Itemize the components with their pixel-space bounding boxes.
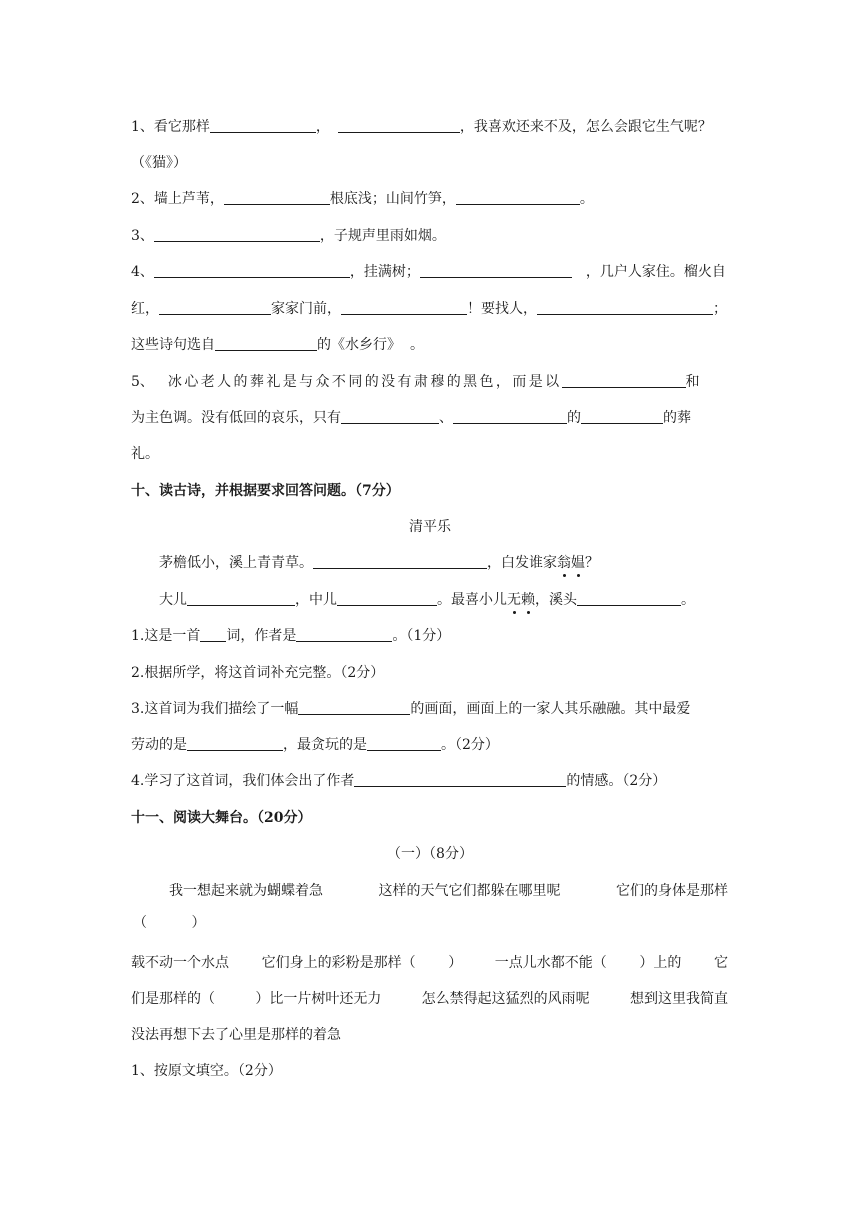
q9-4-text-e: ！要找人， xyxy=(467,301,537,317)
reading-passage-line-3 xyxy=(131,953,728,973)
answer-blank[interactable] xyxy=(354,772,566,787)
q9-2-text-b: 根底浅；山间竹笋， xyxy=(329,191,456,207)
answer-blank[interactable] xyxy=(341,409,439,424)
poem-line-2 xyxy=(159,590,695,610)
q10-3-line-1 xyxy=(131,699,690,719)
poem-text: 茅檐低小，溪上青青草。 xyxy=(159,555,313,571)
poem-text: 。最喜小儿 xyxy=(437,592,507,608)
q10-3-text-c: 劳动的是 xyxy=(131,737,187,753)
q9-4-line-1 xyxy=(131,262,726,282)
q9-1-text-b: ， xyxy=(315,119,330,135)
poem-text: ？ xyxy=(585,555,599,571)
q9-4-text-i: 。 xyxy=(410,337,424,353)
answer-blank[interactable] xyxy=(341,300,467,315)
passage-text: ）上的 xyxy=(639,955,682,971)
passage-text: 载不动一个水点 xyxy=(131,955,229,971)
passage-text: 这样的天气它们都躲在哪里呢 xyxy=(378,883,561,899)
passage-text: 一点儿水都不能（ xyxy=(494,955,607,971)
q10-3-text-b: 的画面，画面上的一家人其乐融融。其中最爱 xyxy=(410,701,691,717)
dotted-char: 赖 xyxy=(521,592,535,608)
poem-text: 。 xyxy=(681,592,695,608)
answer-blank[interactable] xyxy=(187,591,295,606)
section-10-heading: 十、读古诗，并根据要求回答问题。（7分） xyxy=(131,483,400,499)
poem-line-1 xyxy=(159,553,599,573)
answer-blank[interactable] xyxy=(154,227,320,242)
answer-blank[interactable] xyxy=(337,591,437,606)
answer-blank[interactable] xyxy=(215,336,317,351)
passage-text: 们是那样的（ xyxy=(131,991,215,1007)
q10-2-line: 2.根据所学，将这首词补充完整。（2分） xyxy=(131,665,385,681)
passage-text: 我一想起来就为蝴蝶着急 xyxy=(169,883,323,899)
q9-4-text-a: ，挂满树； xyxy=(349,264,420,280)
answer-blank[interactable] xyxy=(338,118,460,133)
section-11-heading: 十一、阅读大舞台。（20分） xyxy=(131,810,312,826)
dotted-char: 翁 xyxy=(557,555,571,571)
poem-text: ，溪头 xyxy=(535,592,577,608)
answer-blank[interactable] xyxy=(159,300,271,315)
q10-1-text-c: 。（1分） xyxy=(392,628,451,644)
q9-5-text-c: 为主色调。没有低回的哀乐，只有 xyxy=(131,410,341,426)
q9-1-text-c: ，我喜欢还来不及，怎么会跟它生气呢？ xyxy=(459,119,712,135)
answer-blank[interactable] xyxy=(224,190,330,205)
answer-blank[interactable] xyxy=(187,736,283,751)
dotted-char: 无 xyxy=(507,592,521,608)
answer-blank[interactable] xyxy=(577,591,681,606)
reading-passage-line-4 xyxy=(131,989,728,1009)
q9-1-source: （《猫》） xyxy=(131,155,187,171)
q9-3-text-a: ，子规声里雨如烟。 xyxy=(319,228,446,244)
passage-text: 它们身上的彩粉是那样（ xyxy=(261,955,416,971)
q10-4-line xyxy=(131,771,666,791)
poem-text: 大儿 xyxy=(159,592,187,608)
passage-text: 它们的身体是那样 xyxy=(616,883,728,899)
passage-text: ）比一片树叶还无力 xyxy=(255,991,382,1007)
q10-3-text-d: ，最贪玩的是 xyxy=(283,737,367,753)
q9-4-text-g: 这些诗句选自 xyxy=(131,337,215,353)
q11-1-line: 1、按原文填空。（2分） xyxy=(131,1063,282,1079)
poem-text: ，中儿 xyxy=(295,592,337,608)
q10-4-text-b: 的情感。（2分） xyxy=(566,773,667,789)
q9-2-text-c: 。 xyxy=(579,191,594,207)
question-number: 5、 xyxy=(131,374,154,390)
dotted-char: 媪 xyxy=(571,555,585,571)
answer-blank[interactable] xyxy=(562,373,686,388)
answer-blank[interactable] xyxy=(210,118,316,133)
reading-passage-line-2: （ ） xyxy=(133,915,206,931)
answer-blank[interactable] xyxy=(420,263,572,278)
q10-3-line-2 xyxy=(131,735,499,755)
passage-text: ） xyxy=(448,955,463,971)
q9-4-text-h: 的《水乡行》 xyxy=(317,337,394,353)
question-number: 3、 xyxy=(131,228,154,244)
q9-5-text-a: 冰心老人的葬礼是与众不同的没有肃穆的黑色，而是以 xyxy=(167,374,562,390)
reading-passage-line-1 xyxy=(169,881,728,901)
passage-text: 它 xyxy=(713,955,728,971)
poem-title: 清平乐 xyxy=(409,519,451,535)
answer-blank[interactable] xyxy=(154,263,350,278)
reading-passage-line-5: 没法再想下去了心里是那样的着急 xyxy=(131,1027,341,1043)
q9-5-text-e: 的 xyxy=(567,410,581,426)
q9-4-text-d: 家家门前， xyxy=(271,301,341,317)
poem-text: ，白发谁家 xyxy=(487,555,557,571)
q9-4-line-3 xyxy=(131,335,424,355)
answer-blank[interactable] xyxy=(581,409,663,424)
q9-4-text-b: ，几户人家住。榴火自 xyxy=(585,264,726,280)
passage-text: 想到这里我简直 xyxy=(629,991,728,1007)
question-number: 2、 xyxy=(131,191,154,207)
q10-4-text-a: 4.学习了这首词，我们体会出了作者 xyxy=(131,773,355,789)
answer-blank[interactable] xyxy=(313,554,487,569)
q10-3-text-a: 3.这首词为我们描绘了一幅 xyxy=(131,701,299,717)
answer-blank[interactable] xyxy=(298,700,410,715)
q9-4-line-2 xyxy=(131,299,727,319)
q9-2-text-a: 墙上芦苇， xyxy=(153,191,224,207)
question-number: 1、 xyxy=(131,119,154,135)
q9-5-text-f: 的葬 xyxy=(663,410,691,426)
answer-blank[interactable] xyxy=(200,627,226,642)
answer-blank[interactable] xyxy=(537,300,713,315)
q10-3-text-e: 。（2分） xyxy=(441,737,499,753)
q9-1-text-a: 看它那样 xyxy=(153,119,210,135)
q10-1-text-a: 1.这是一首 xyxy=(131,628,201,644)
q9-2-line xyxy=(131,189,594,209)
q10-1-line xyxy=(131,626,450,646)
question-number: 4、 xyxy=(131,264,154,280)
q9-5-text-b: 和 xyxy=(685,374,700,390)
q9-1-line xyxy=(131,117,712,137)
answer-blank[interactable] xyxy=(456,190,580,205)
answer-blank[interactable] xyxy=(367,736,441,751)
answer-blank[interactable] xyxy=(296,627,392,642)
q9-5-line-2 xyxy=(131,408,691,428)
reading-part-title: （一）（8分） xyxy=(387,846,473,862)
answer-blank[interactable] xyxy=(453,409,567,424)
q9-5-line-3: 礼。 xyxy=(131,446,159,462)
passage-text: 怎么禁得起这猛烈的风雨呢 xyxy=(421,991,590,1007)
q9-5-text-d: 、 xyxy=(439,410,453,426)
q10-1-text-b: 词，作者是 xyxy=(226,628,297,644)
q9-4-text-c: 红， xyxy=(131,301,159,317)
q9-5-line-1 xyxy=(131,372,700,392)
q9-4-text-f: ； xyxy=(713,301,727,317)
q9-3-line xyxy=(131,226,446,246)
